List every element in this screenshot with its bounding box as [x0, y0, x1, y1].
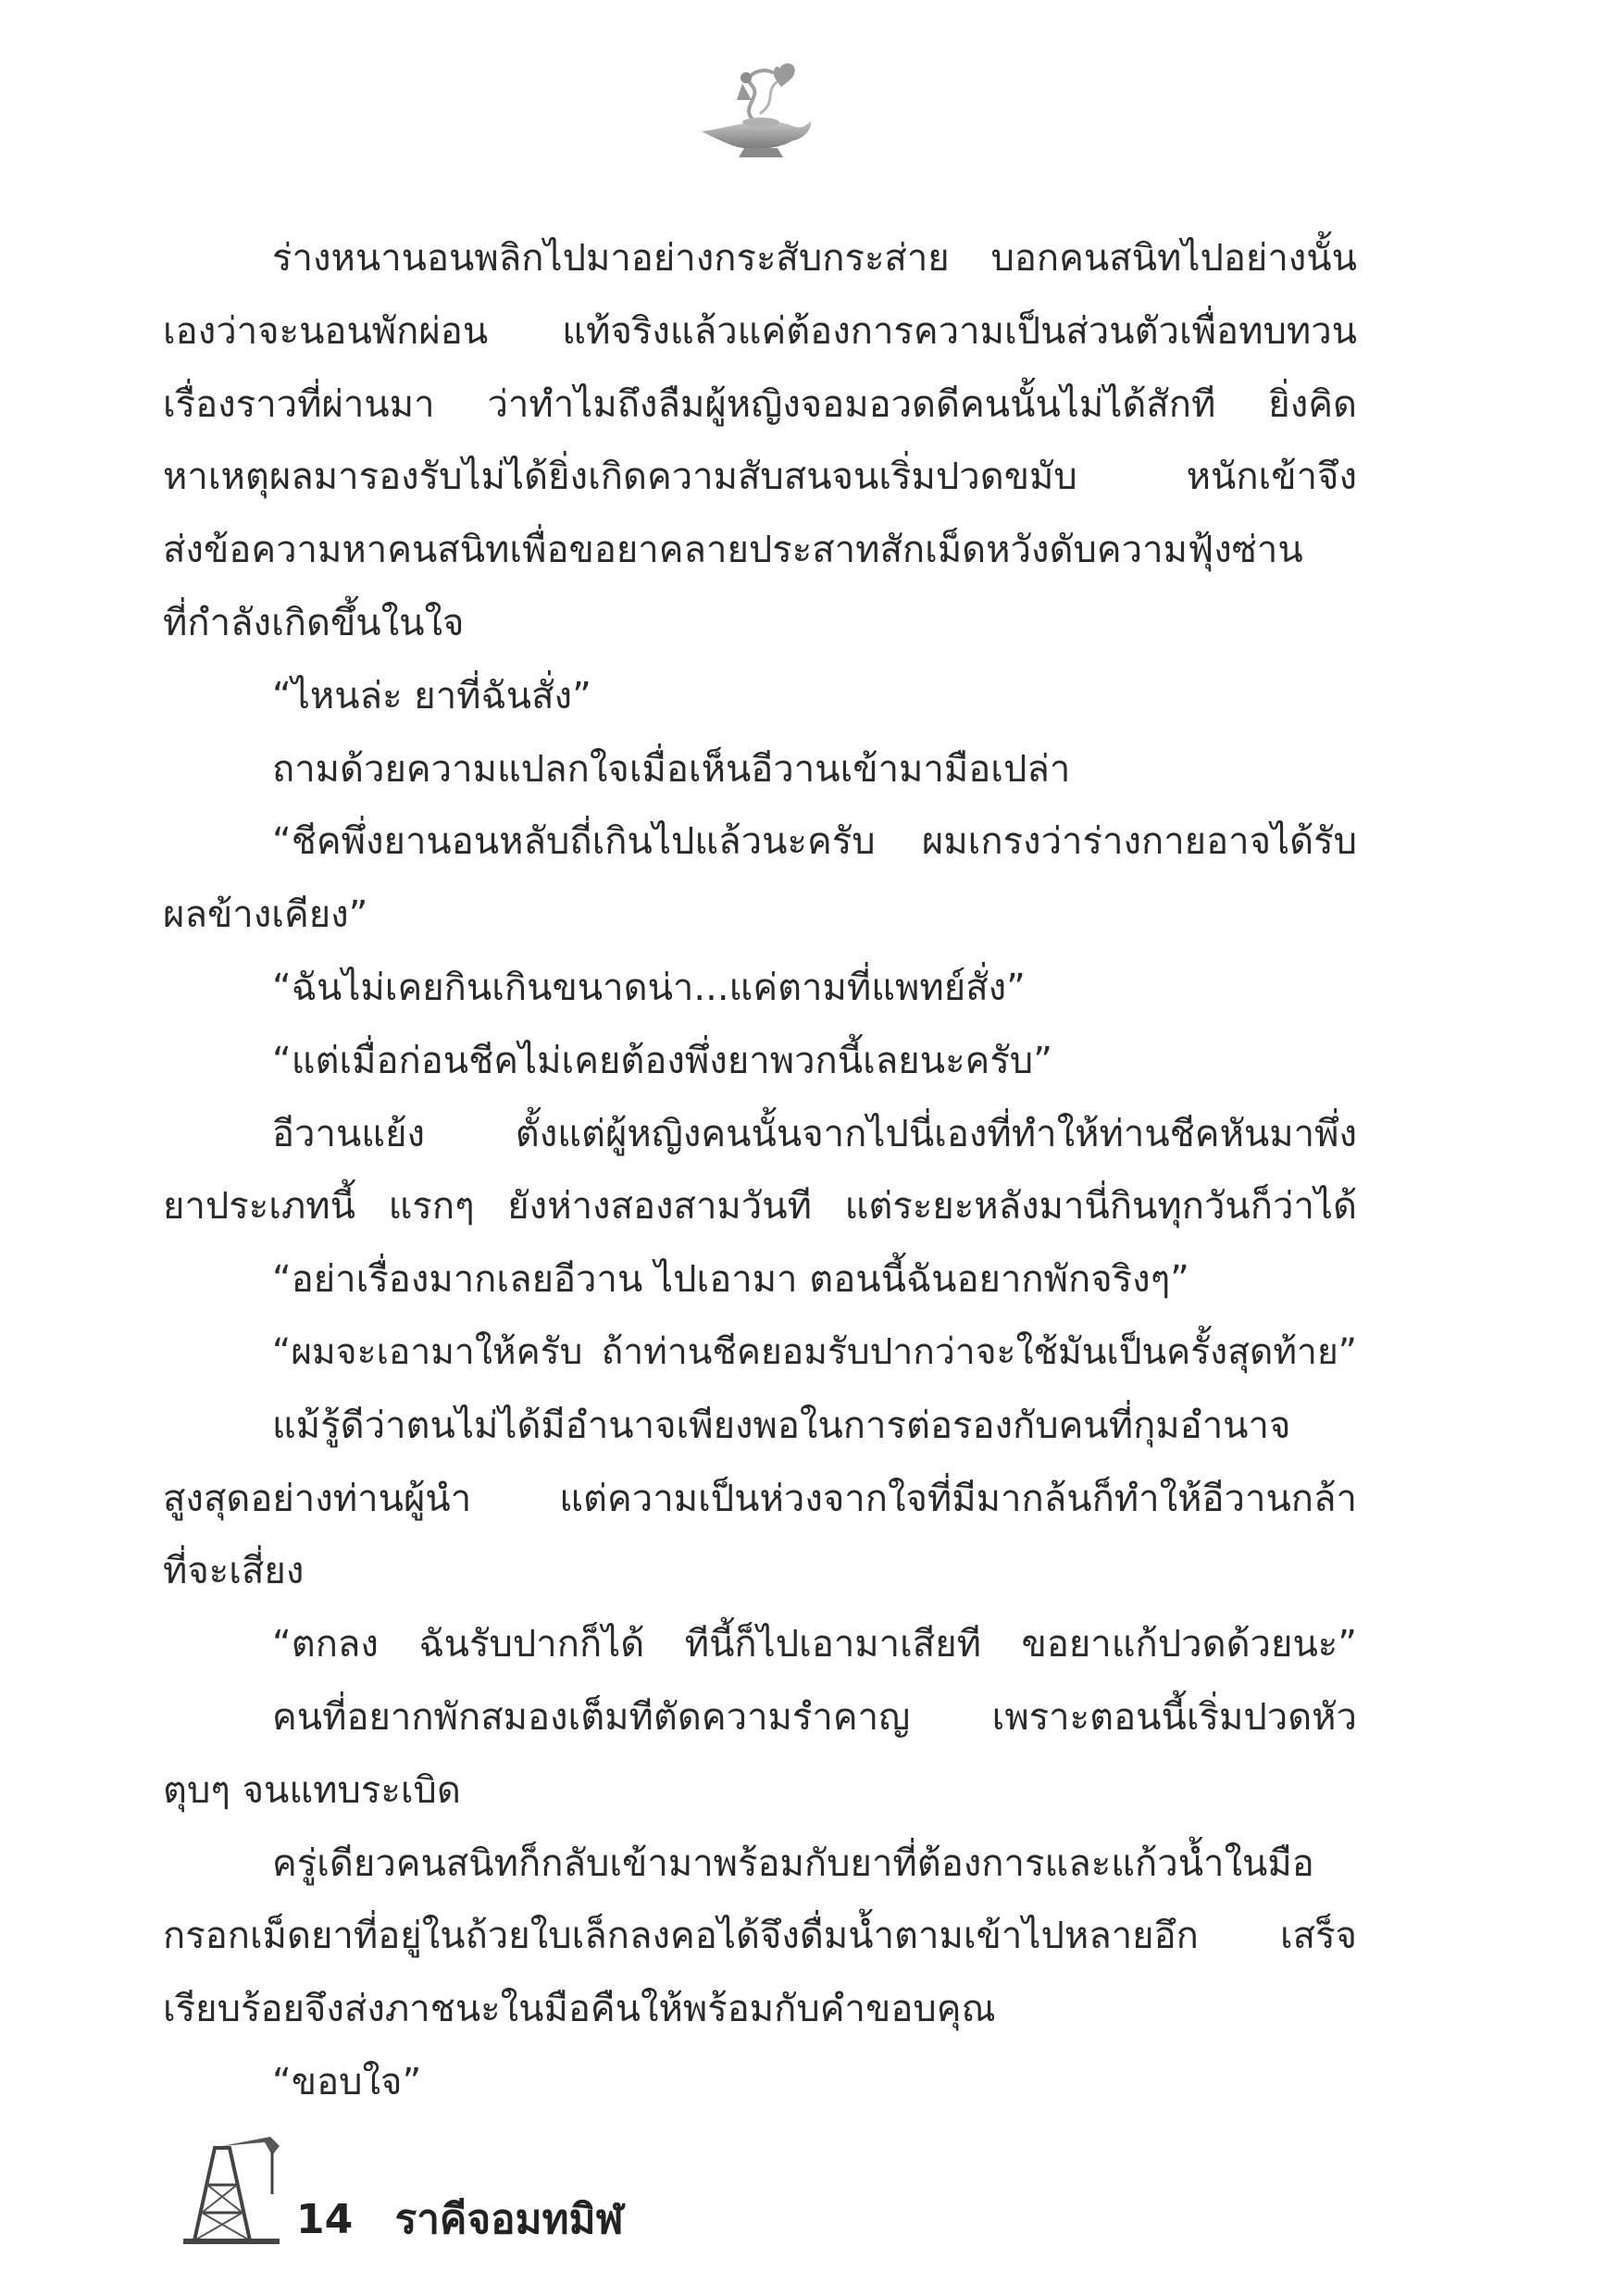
text-line: เองว่าจะนอนพักผ่อน แท้จริงแล้วแค่ต้องการความเป็นส่วนตัวเพื่อทบทวน [163, 309, 1357, 353]
text-line: แม้รู้ดีว่าตนไม่ได้มีอำนาจเพียงพอในการต่อรองกับคนที่กุมอำนาจ [272, 1404, 1291, 1447]
text-line: ที่จะเสี่ยง [163, 1550, 305, 1593]
text-line: “แต่เมื่อก่อนชีคไม่เคยต้องพึ่งยาพวกนี้เลยนะครับ” [272, 1039, 1052, 1082]
page-footer [176, 2129, 916, 2250]
text-line: “ไหนล่ะ ยาที่ฉันสั่ง” [272, 674, 591, 718]
text-line: อีวานแย้ง ตั้งแต่ผู้หญิงคนนั้นจากไปนี่เองที่ทำให้ท่านชีคหันมาพึ่ง [272, 1112, 1357, 1155]
text-line: “อย่าเรื่องมากเลยอีวาน ไปเอามา ตอนนี้ฉันอยากพักจริงๆ” [272, 1258, 1189, 1302]
book-title: ราคีจอมทมิฬ [394, 2196, 624, 2243]
genie-lamp-icon [689, 56, 818, 167]
text-line: หาเหตุผลมารองรับไม่ได้ยิ่งเกิดความสับสนจนเริ่มปวดขมับ หนักเข้าจึง [163, 455, 1357, 499]
text-line: ครู่เดียวคนสนิทก็กลับเข้ามาพร้อมกับยาที่ต้องการและแก้วน้ำในมือ [272, 1841, 1314, 1885]
text-line: ตุบๆ จนแทบระเบิด [163, 1768, 461, 1812]
text-line: ถามด้วยความแปลกใจเมื่อเห็นอีวานเข้ามามือเปล่า [272, 747, 1071, 791]
text-line: “ฉันไม่เคยกินเกินขนาดน่า...แค่ตามที่แพทย์สั่ง” [272, 966, 1026, 1009]
oil-derrick-icon [176, 2129, 287, 2248]
text-line: ผลข้างเคียง” [163, 893, 368, 937]
text-line: เรียบร้อยจึงส่งภาชนะในมือคืนให้พร้อมกับคำขอบคุณ [163, 1988, 996, 2031]
text-line: “ชีคพึ่งยานอนหลับถี่เกินไปแล้วนะครับ ผมเกรงว่าร่างกายอาจได้รับ [272, 820, 1357, 864]
text-line: เรื่องราวที่ผ่านมา ว่าทำไมถึงลืมผู้หญิงจอมอวดดีคนนั้นไม่ได้สักที ยิ่งคิด [163, 382, 1357, 426]
page-number: 14 [296, 2196, 354, 2243]
body-text [163, 222, 1357, 2119]
text-line: ส่งข้อความหาคนสนิทเพื่อขอยาคลายประสาทสักเม็ดหวังดับความฟุ้งซ่าน [163, 529, 1303, 572]
text-line: คนที่อยากพักสมองเต็มทีตัดความรำคาญ เพราะตอนนี้เริ่มปวดหัว [272, 1695, 1357, 1739]
text-line: ร่างหนานอนพลิกไปมาอย่างกระสับกระส่าย บอกคนสนิทไปอย่างนั้น [272, 237, 1357, 280]
text-line: “ขอบใจ” [272, 2060, 422, 2103]
text-line: “ผมจะเอามาให้ครับ ถ้าท่านชีคยอมรับปากว่าจะใช้มันเป็นครั้งสุดท้าย” [272, 1330, 1357, 1373]
text-line: “ตกลง ฉันรับปากก็ได้ ทีนี้ก็ไปเอามาเสียที ขอยาแก้ปวดด้วยนะ” [272, 1623, 1357, 1666]
text-line: ที่กำลังเกิดขึ้นในใจ [163, 601, 465, 644]
text-line: ยาประเภทนี้ แรกๆ ยังห่างสองสามวันที แต่ระยะหลังมานี่กินทุกวันก็ว่าได้ [163, 1185, 1357, 1229]
text-line: สูงสุดอย่างท่านผู้นำ แต่ความเป็นห่วงจากใจที่มีมากล้นก็ทำให้อีวานกล้า [163, 1477, 1357, 1520]
text-line: กรอกเม็ดยาที่อยู่ในถ้วยใบเล็กลงคอได้จึงดื่มน้ำตามเข้าไปหลายอึก เสร็จ [163, 1915, 1357, 1958]
